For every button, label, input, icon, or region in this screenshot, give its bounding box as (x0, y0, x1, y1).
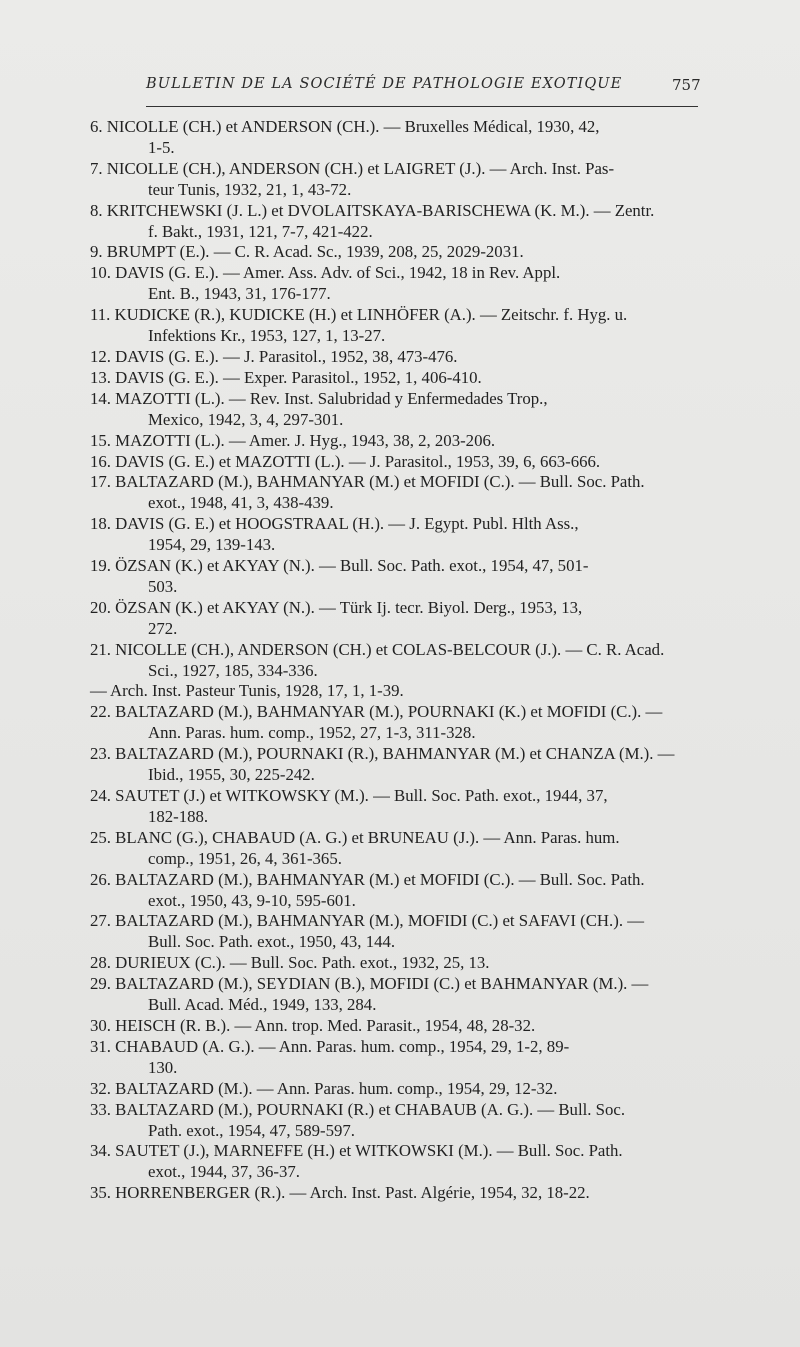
reference-entry (90, 870, 702, 912)
reference-line: Bull. Acad. Méd., 1949, 133, 284. (148, 995, 377, 1015)
reference-entry (90, 452, 702, 473)
reference-line: 7. NICOLLE (CH.), ANDERSON (CH.) et LAIGRET (J.). — Arch. Inst. Pas- (90, 158, 615, 178)
reference-list (90, 117, 702, 1204)
reference-line: 21. NICOLLE (CH.), ANDERSON (CH.) et COLAS-BELCOUR (J.). — C. R. Acad. (90, 639, 665, 659)
reference-line: 8. KRITCHEWSKI (J. L.) et DVOLAITSKAYA-BARISCHEWA (K. M.). — Zentr. (90, 200, 655, 220)
reference-line: 15. MAZOTTI (L.). — Amer. J. Hyg., 1943, 38, 2, 203-206. (90, 430, 496, 450)
reference-line: 503. (148, 576, 178, 596)
reference-entry (90, 472, 702, 514)
reference-entry (90, 1183, 702, 1204)
reference-entry (90, 431, 702, 452)
reference-line: 12. DAVIS (G. E.). — J. Parasitol., 1952, 38, 473-476. (90, 346, 458, 366)
reference-line: Ann. Paras. hum. comp., 1952, 27, 1-3, 311-328. (148, 723, 476, 743)
reference-entry (90, 1100, 702, 1142)
reference-entry (90, 1016, 702, 1037)
reference-line: Sci., 1927, 185, 334-336. (148, 660, 318, 680)
reference-entry (90, 514, 702, 556)
reference-line: 29. BALTAZARD (M.), SEYDIAN (B.), MOFIDI (C.) et BAHMANYAR (M.). — (90, 974, 649, 994)
reference-line: Ibid., 1955, 30, 225-242. (148, 765, 315, 785)
reference-line: 182-188. (148, 806, 209, 826)
reference-line: Path. exot., 1954, 47, 589-597. (148, 1120, 355, 1140)
reference-line: Infektions Kr., 1953, 127, 1, 13-27. (148, 326, 386, 346)
reference-entry (90, 786, 702, 828)
reference-entry (90, 1079, 702, 1100)
reference-line: 26. BALTAZARD (M.), BAHMANYAR (M.) et MOFIDI (C.). — Bull. Soc. Path. (90, 869, 645, 889)
reference-entry (90, 974, 702, 1016)
reference-entry (90, 702, 702, 744)
reference-line: Mexico, 1942, 3, 4, 297-301. (148, 409, 344, 429)
reference-line: 35. HORRENBERGER (R.). — Arch. Inst. Past. Algérie, 1954, 32, 18-22. (90, 1183, 590, 1203)
page-number: 757 (672, 76, 701, 94)
reference-line: 31. CHABAUD (A. G.). — Ann. Paras. hum. comp., 1954, 29, 1-2, 89- (90, 1036, 570, 1056)
reference-entry (90, 681, 702, 702)
reference-line: exot., 1948, 41, 3, 438-439. (148, 493, 334, 513)
reference-entry (90, 305, 702, 347)
reference-line: 19. ÖZSAN (K.) et AKYAY (N.). — Bull. Soc. Path. exot., 1954, 47, 501- (90, 556, 589, 576)
reference-entry (90, 159, 702, 201)
reference-line: 30. HEISCH (R. B.). — Ann. trop. Med. Parasit., 1954, 48, 28-32. (90, 1015, 536, 1035)
reference-entry (90, 911, 702, 953)
reference-line: 11. KUDICKE (R.), KUDICKE (H.) et LINHÖFER (A.). — Zeitschr. f. Hyg. u. (90, 305, 628, 325)
reference-line: f. Bakt., 1931, 121, 7-7, 421-422. (148, 221, 373, 241)
reference-line: 17. BALTAZARD (M.), BAHMANYAR (M.) et MOFIDI (C.). — Bull. Soc. Path. (90, 472, 645, 492)
reference-line: 34. SAUTET (J.), MARNEFFE (H.) et WITKOWSKI (M.). — Bull. Soc. Path. (90, 1141, 623, 1161)
reference-line: 272. (148, 618, 178, 638)
reference-line: exot., 1944, 37, 36-37. (148, 1162, 300, 1182)
reference-line: 1-5. (148, 137, 175, 157)
reference-line: 25. BLANC (G.), CHABAUD (A. G.) et BRUNEAU (J.). — Ann. Paras. hum. (90, 827, 620, 847)
reference-entry (90, 242, 702, 263)
reference-line: 14. MAZOTTI (L.). — Rev. Inst. Salubridad y Enfermedades Trop., (90, 388, 548, 408)
reference-line: Bull. Soc. Path. exot., 1950, 43, 144. (148, 932, 396, 952)
reference-entry (90, 389, 702, 431)
reference-line: 27. BALTAZARD (M.), BAHMANYAR (M.), MOFIDI (C.) et SAFAVI (CH.). — (90, 911, 644, 931)
reference-line: Ent. B., 1943, 31, 176-177. (148, 284, 331, 304)
reference-entry (90, 598, 702, 640)
reference-line: 6. NICOLLE (CH.) et ANDERSON (CH.). — Bruxelles Médical, 1930, 42, (90, 117, 600, 136)
reference-line: exot., 1950, 43, 9-10, 595-601. (148, 890, 356, 910)
reference-line: comp., 1951, 26, 4, 361-365. (148, 848, 342, 868)
reference-line: 23. BALTAZARD (M.), POURNAKI (R.), BAHMANYAR (M.) et CHANZA (M.). — (90, 744, 675, 764)
header-rule (146, 106, 698, 107)
reference-line: 32. BALTAZARD (M.). — Ann. Paras. hum. comp., 1954, 29, 12-32. (90, 1078, 558, 1098)
reference-line: 20. ÖZSAN (K.) et AKYAY (N.). — Türk Ij. tecr. Biyol. Derg., 1953, 13, (90, 597, 583, 617)
reference-line: 33. BALTAZARD (M.), POURNAKI (R.) et CHABAUB (A. G.). — Bull. Soc. (90, 1099, 626, 1119)
reference-line: 9. BRUMPT (E.). — C. R. Acad. Sc., 1939, 208, 25, 2029-2031. (90, 242, 524, 262)
reference-entry (90, 953, 702, 974)
reference-entry (90, 1141, 702, 1183)
reference-line: 16. DAVIS (G. E.) et MAZOTTI (L.). — J. Parasitol., 1953, 39, 6, 663-666. (90, 451, 601, 471)
reference-line: 24. SAUTET (J.) et WITKOWSKY (M.). — Bull. Soc. Path. exot., 1944, 37, (90, 786, 608, 805)
reference-line: teur Tunis, 1932, 21, 1, 43-72. (148, 179, 352, 199)
reference-line: 13. DAVIS (G. E.). — Exper. Parasitol., 1952, 1, 406-410. (90, 367, 482, 387)
reference-entry (90, 201, 702, 243)
running-head: BULLETIN DE LA SOCIÉTÉ DE PATHOLOGIE EXOTIQUE (146, 76, 623, 92)
reference-line: — Arch. Inst. Pasteur Tunis, 1928, 17, 1, 1-39. (90, 681, 404, 701)
reference-entry (90, 117, 702, 159)
reference-entry (90, 640, 702, 682)
reference-line: 10. DAVIS (G. E.). — Amer. Ass. Adv. of Sci., 1942, 18 in Rev. Appl. (90, 263, 561, 283)
reference-entry (90, 263, 702, 305)
reference-entry (90, 828, 702, 870)
reference-line: 1954, 29, 139-143. (148, 535, 276, 555)
reference-entry (90, 744, 702, 786)
reference-line: 28. DURIEUX (C.). — Bull. Soc. Path. exot., 1932, 25, 13. (90, 953, 490, 973)
reference-line: 22. BALTAZARD (M.), BAHMANYAR (M.), POURNAKI (K.) et MOFIDI (C.). — (90, 702, 663, 722)
reference-entry (90, 556, 702, 598)
reference-line: 18. DAVIS (G. E.) et HOOGSTRAAL (H.). — J. Egypt. Publ. Hlth Ass., (90, 514, 579, 534)
reference-entry (90, 368, 702, 389)
reference-line: 130. (148, 1057, 178, 1077)
reference-entry (90, 347, 702, 368)
reference-entry (90, 1037, 702, 1079)
